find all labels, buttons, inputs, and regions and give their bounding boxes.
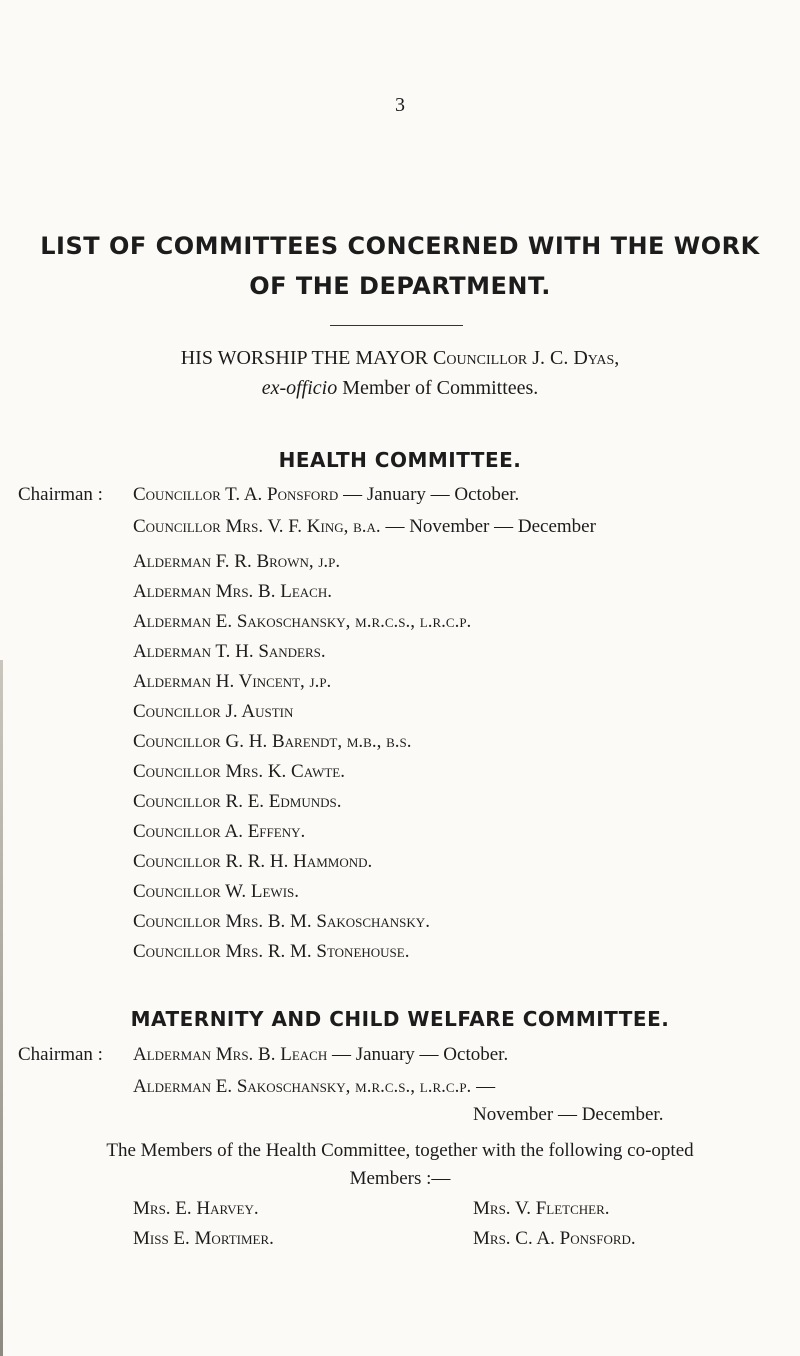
health-member: Councillor W. Lewis. xyxy=(133,881,299,902)
health-chair2-term: — November — December xyxy=(380,516,596,537)
title-line-2: OF THE DEPARTMENT. xyxy=(249,272,551,300)
maternity-chairman-2 xyxy=(133,1076,495,1098)
mayor-office-italic: ex-officio xyxy=(261,377,338,399)
maternity-chair2-name: Alderman E. Sakoschansky, m.r.c.s., l.r.c.p. xyxy=(133,1076,472,1097)
coopted-note-line-1: The Members of the Health Committee, together with the following co-opted xyxy=(106,1140,694,1161)
health-chairman-1 xyxy=(133,484,519,506)
mayor-office: Member of Committees. xyxy=(342,377,539,399)
maternity-chair1-name: Alderman Mrs. B. Leach xyxy=(133,1044,328,1065)
health-member: Councillor Mrs. R. M. Stonehouse. xyxy=(133,941,410,962)
health-member: Alderman T. H. Sanders. xyxy=(133,641,326,662)
maternity-chair1-term: — January — October. xyxy=(327,1044,509,1065)
health-member: Councillor Mrs. B. M. Sakoschansky. xyxy=(133,911,430,932)
health-member: Councillor J. Austin xyxy=(133,701,294,722)
health-member: Alderman Mrs. B. Leach. xyxy=(133,581,332,602)
page-number: 3 xyxy=(395,94,405,116)
health-chairman-label: Chairman : xyxy=(18,484,103,505)
health-committee-heading: HEALTH COMMITTEE. xyxy=(278,448,522,472)
health-member: Alderman F. R. Brown, j.p. xyxy=(133,551,341,572)
health-chair2-name: Councillor Mrs. V. F. King, b.a. xyxy=(133,516,381,537)
page-title xyxy=(0,226,800,306)
health-member: Councillor R. R. H. Hammond. xyxy=(133,851,373,872)
mayor-name: Councillor J. C. Dyas, xyxy=(433,347,620,369)
health-member: Alderman H. Vincent, j.p. xyxy=(133,671,332,692)
health-member: Councillor A. Effeny. xyxy=(133,821,306,842)
mayor-statement xyxy=(0,343,800,403)
health-chairman-2 xyxy=(133,516,596,538)
maternity-chair2-dash: — xyxy=(471,1076,496,1097)
maternity-committee-heading: MATERNITY AND CHILD WELFARE COMMITTEE. xyxy=(130,1007,670,1031)
coopted-member: Mrs. E. Harvey. xyxy=(133,1198,259,1219)
coopted-member: Mrs. V. Fletcher. xyxy=(473,1198,610,1219)
health-member: Alderman E. Sakoschansky, m.r.c.s., l.r.c.p. xyxy=(133,611,472,632)
coopted-note-line-2: Members :— xyxy=(349,1168,451,1189)
health-member: Councillor G. H. Barendt, m.b., b.s. xyxy=(133,731,412,752)
health-member: Councillor Mrs. K. Cawte. xyxy=(133,761,345,782)
coopted-member: Mrs. C. A. Ponsford. xyxy=(473,1228,636,1249)
title-line-1: LIST OF COMMITTEES CONCERNED WITH THE WORK xyxy=(40,232,760,260)
maternity-chairman-1 xyxy=(133,1044,508,1066)
coopted-member: Miss E. Mortimer. xyxy=(133,1228,274,1249)
health-member: Councillor R. E. Edmunds. xyxy=(133,791,342,812)
title-divider xyxy=(330,325,463,326)
mayor-prefix: HIS WORSHIP THE MAYOR xyxy=(180,347,428,369)
health-chair1-name: Councillor T. A. Ponsford xyxy=(133,484,339,505)
maternity-chair2-term: November — December. xyxy=(473,1104,664,1125)
maternity-chairman-label: Chairman : xyxy=(18,1044,103,1065)
health-chair1-term: — January — October. xyxy=(338,484,520,505)
